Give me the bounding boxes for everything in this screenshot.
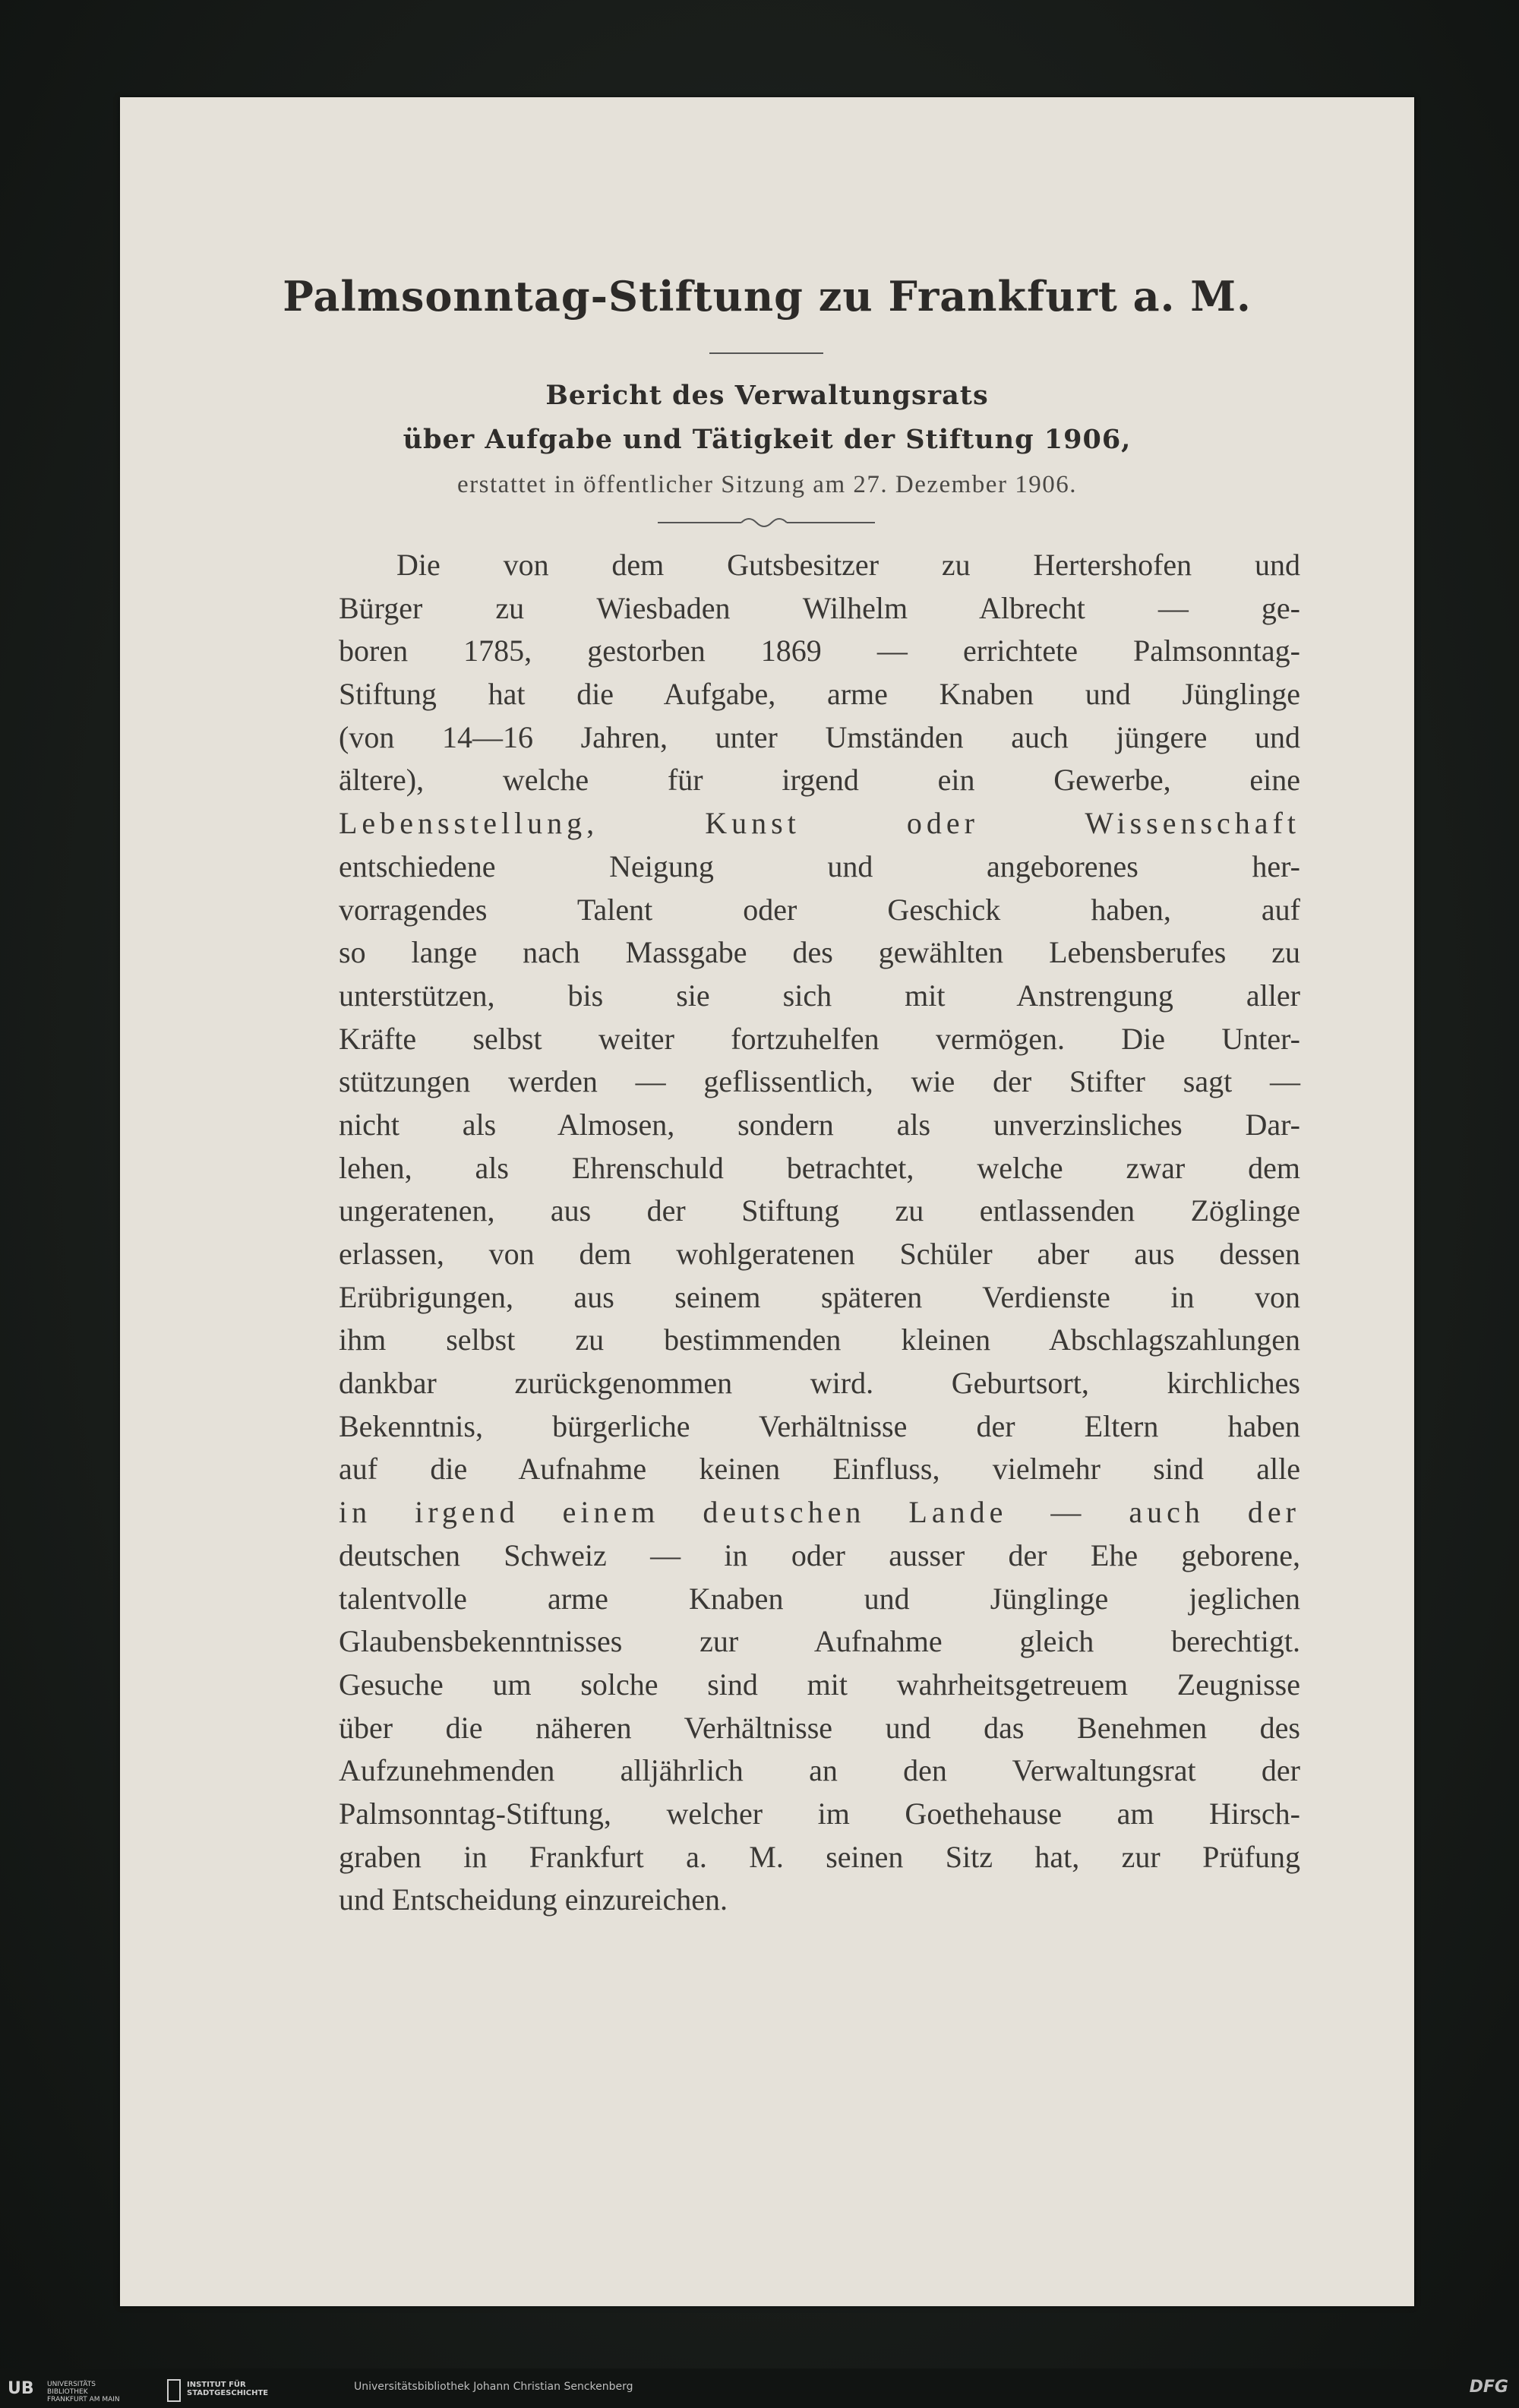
- body-line: graben in Frankfurt a. M. seinen Sitz hat, zur Prüfung: [339, 1839, 1300, 1874]
- document-body: [339, 544, 1300, 1922]
- body-line: Kräfte selbst weiter fortzuhelfen vermögen. Die Unter-: [339, 1021, 1300, 1056]
- body-line: Die von dem Gutsbesitzer zu Hertershofen und: [396, 548, 1300, 582]
- body-line: und Entscheidung einzureichen.: [339, 1882, 728, 1917]
- institute-logo[interactable]: [167, 2376, 327, 2402]
- body-line: Glaubensbekenntnisses zur Aufnahme gleich berechtigt.: [339, 1624, 1300, 1659]
- body-line: vorragendes Talent oder Geschick haben, auf: [339, 892, 1300, 927]
- body-line: ungeratenen, aus der Stiftung zu entlassenden Zöglinge: [339, 1193, 1300, 1228]
- body-line: dankbar zurückgenommen wird. Geburtsort, kirchliches: [339, 1366, 1300, 1401]
- body-line: boren 1785, gestorben 1869 — errichtete Palmsonntag-: [339, 634, 1300, 668]
- viewer-footer-bar: [0, 2368, 1519, 2408]
- body-line: Bekenntnis, bürgerliche Verhältnisse der Eltern haben: [339, 1408, 1300, 1443]
- institute-logo-text: INSTITUT FÜR STADTGESCHICHTE: [187, 2381, 269, 2397]
- ornament-divider: [658, 514, 875, 532]
- body-line: entschiedene Neigung und angeborenes her-: [339, 848, 1300, 883]
- title-rule: [709, 352, 823, 354]
- body-line: Bürger zu Wiesbaden Wilhelm Albrecht — ge-: [339, 590, 1300, 625]
- report-subheading: über Aufgabe und Tätigkeit der Stiftung 1906,: [403, 424, 1132, 455]
- body-line: Palmsonntag-Stiftung, welcher im Goethehause am Hirsch-: [339, 1796, 1300, 1831]
- ub-mark: UB: [8, 2379, 34, 2398]
- body-line: Stiftung hat die Aufgabe, arme Knaben und Jünglinge: [339, 677, 1300, 712]
- body-line: in irgend einem deutschen Lande — auch der: [339, 1495, 1300, 1530]
- body-line: auf die Aufnahme keinen Einfluss, vielmehr sind alle: [339, 1452, 1300, 1487]
- body-line: Aufzunehmenden alljährlich an den Verwaltungsrat der: [339, 1753, 1300, 1788]
- library-name: Universitätsbibliothek Johann Christian Senckenberg: [354, 2381, 633, 2393]
- university-library-logo[interactable]: [8, 2376, 159, 2402]
- body-line: talentvolle arme Knaben und Jünglinge jeglichen: [339, 1581, 1300, 1616]
- body-line: deutschen Schweiz — in oder ausser der Ehe geborene,: [339, 1537, 1300, 1572]
- body-line: lehen, als Ehrenschuld betrachtet, welche zwar dem: [339, 1150, 1300, 1185]
- dfg-logo[interactable]: DFG: [1469, 2378, 1508, 2397]
- body-line: Erübrigungen, aus seinem späteren Verdienste in von: [339, 1279, 1300, 1314]
- body-line: erlassen, von dem wohlgeratenen Schüler aber aus dessen: [339, 1237, 1300, 1271]
- report-heading: Bericht des Verwaltungsrats: [545, 380, 989, 411]
- body-line: unterstützen, bis sie sich mit Anstrengung aller: [339, 978, 1300, 1013]
- body-line: (von 14—16 Jahren, unter Umständen auch jüngere und: [339, 719, 1300, 754]
- report-date-line: erstattet in öffentlicher Sitzung am 27. Dezember 1906.: [457, 471, 1077, 498]
- body-line: so lange nach Massgabe des gewählten Lebensberufes zu: [339, 935, 1300, 970]
- body-line: Lebensstellung, Kunst oder Wissenschaft: [339, 806, 1300, 841]
- ub-logo-text: UNIVERSITÄTS BIBLIOTHEK FRANKFURT AM MAIN: [47, 2381, 120, 2403]
- body-line: nicht als Almosen, sondern als unverzinsliches Dar-: [339, 1107, 1300, 1142]
- body-line: ältere), welche für irgend ein Gewerbe, eine: [339, 763, 1300, 798]
- document-title: Palmsonntag-Stiftung zu Frankfurt a. M.: [283, 272, 1252, 321]
- body-line: Gesuche um solche sind mit wahrheitsgetreuem Zeugnisse: [339, 1667, 1300, 1702]
- institute-mark-icon: [167, 2379, 181, 2402]
- body-line: über die näheren Verhältnisse und das Benehmen des: [339, 1710, 1300, 1745]
- document-page: [120, 97, 1414, 2306]
- body-line: ihm selbst zu bestimmenden kleinen Abschlagszahlungen: [339, 1323, 1300, 1357]
- body-line: stützungen werden — geflissentlich, wie der Stifter sagt —: [339, 1064, 1300, 1099]
